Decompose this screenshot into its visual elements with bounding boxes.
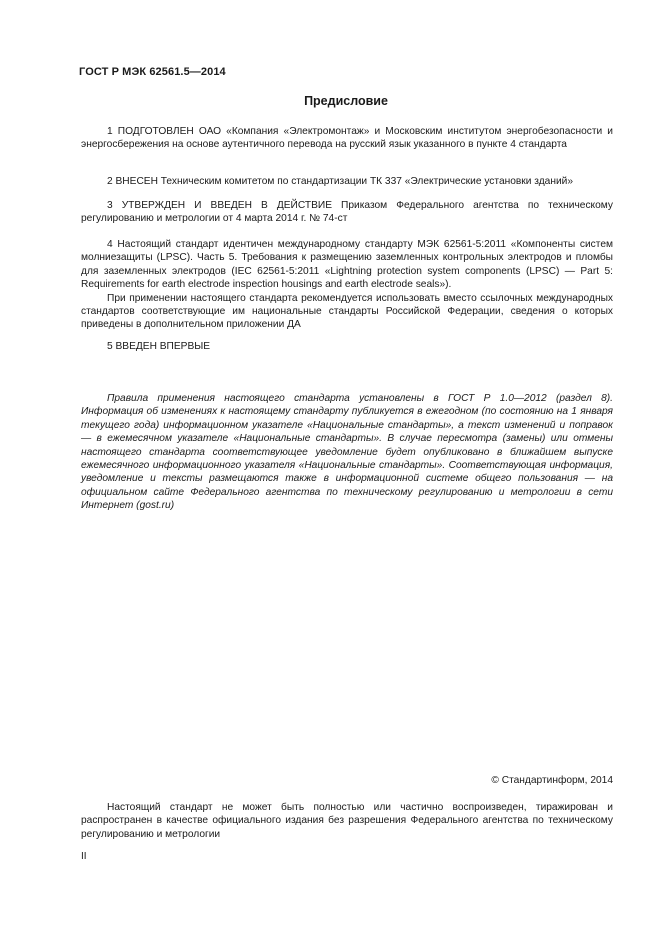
document-header: ГОСТ Р МЭК 62561.5—2014 [79,66,226,78]
page-title: Предисловие [304,94,388,108]
section-4-paragraph-references: При применении настоящего стандарта рекомендуется использовать вместо ссылочных международных стандартов соответствующие им национальные стандарты Российской Федерации, сведения о которых приведены в дополнительном приложении ДА [81,292,613,331]
application-rules-notice [81,392,613,513]
section-1 [81,125,613,152]
section-5 [81,340,613,353]
section-3-paragraph: 3 УТВЕРЖДЕН И ВВЕДЕН В ДЕЙСТВИЕ Приказом Федерального агентства по техническому регулированию и метрологии от 4 марта 2014 г. № 74-ст [81,200,613,225]
section-3 [81,199,613,226]
section-4 [81,238,613,332]
section-5-paragraph: 5 ВВЕДЕН ВПЕРВЫЕ [107,341,211,352]
section-2-paragraph: 2 ВНЕСЕН Техническим комитетом по стандартизации ТК 337 «Электрические установки зданий» [107,176,574,187]
copyright-line: © Стандартинформ, 2014 [491,775,613,786]
page-number: II [81,851,87,862]
section-4-paragraph: 4 Настоящий стандарт идентичен международному стандарту МЭК 62561-5:2011 «Компоненты систем молниезащиты (LPSC). Часть 5. Требования к размещению заземленных контрольных электродов и пломбы для заземленных электродов (IEC 62561-5:2011 «Lightning protection system components (LPSC) — Part 5: Requirements for earth electrode inspection housings and earth electrode seals»). [81,239,613,291]
section-2 [81,175,613,188]
reproduction-notice [81,801,613,841]
notice-paragraph: Правила применения настоящего стандарта установлены в ГОСТ Р 1.0—2012 (раздел 8). Информация об изменениях к настоящему стандарту публикуется в ежегодном (по состоянию на 1 января текущего года) информационном указателе «Национальные стандарты», а текст изменений и поправок — в ежемесячном указателе «Национальные стандарты». В случае пересмотра (замены) или отмены настоящего стандарта соответствующее уведомление будет опубликовано в ближайшем выпуске ежемесячного информационного указателя «Национальные стандарты». Соответствующая информация, уведомление и тексты размещаются также в информационной системе общего пользования — на официальном сайте Федерального агентства по техническому регулированию и метрологии в сети Интернет (gost.ru) [81,393,613,512]
reproduction-notice-paragraph: Настоящий стандарт не может быть полностью или частично воспроизведен, тиражирован и распространен в качестве официального издания без разрешения Федерального агентства по техническому регулированию и метрологии [81,802,613,840]
section-1-paragraph: 1 ПОДГОТОВЛЕН ОАО «Компания «Электромонтаж» и Московским институтом энергобезопасности и энергосбережения на основе аутентичного перевода на русский язык указанного в пункте 4 стандарта [81,126,613,151]
